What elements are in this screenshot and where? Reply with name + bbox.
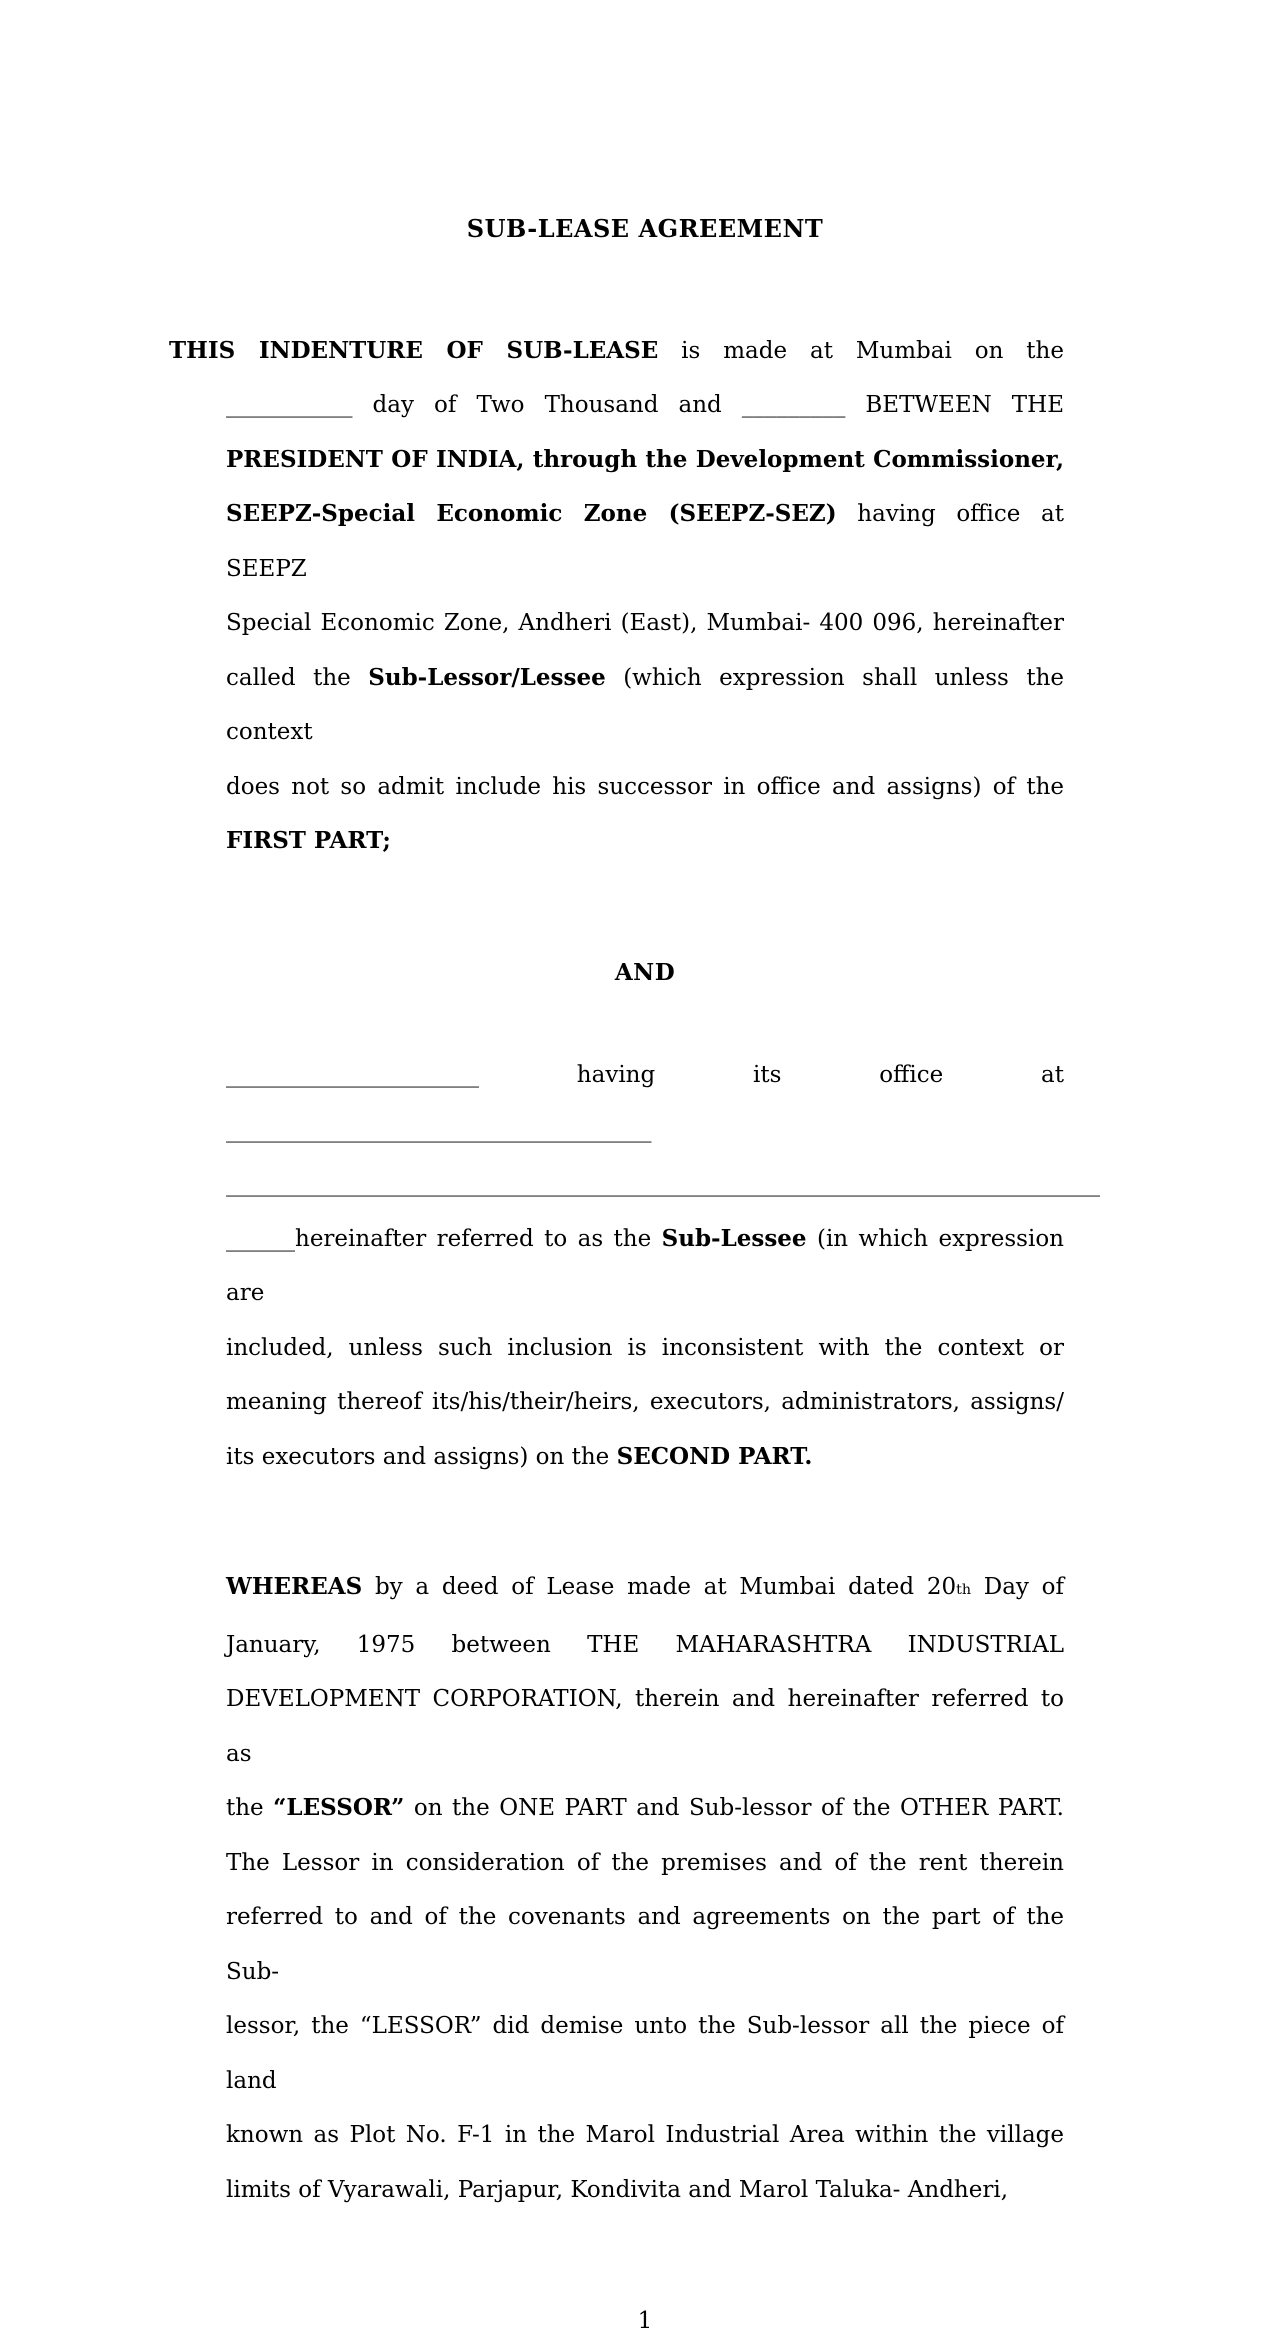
text-run: lessor, the “LESSOR” did demise unto the Sub-lessor all the piece of land: [226, 2013, 1064, 2094]
text-run: the: [226, 1795, 274, 1821]
text-line: [226, 1672, 1064, 1781]
text-line: [226, 378, 1064, 433]
text-line: [226, 2108, 1064, 2163]
text-run: is made at Mumbai on the: [658, 337, 1064, 364]
text-run: ______________________ having its office at: [226, 1062, 1064, 1088]
text-run: Sub-Lessor/Lessee: [368, 663, 606, 691]
text-line: [226, 651, 1064, 760]
text-run: th: [956, 1582, 972, 1598]
text-line: [169, 324, 1064, 379]
text-run: ____________________________________________________________________________: [226, 1171, 1100, 1197]
text-run: Day of: [971, 1574, 1064, 1600]
text-run: (which expression shall unless the context: [226, 664, 1064, 745]
paragraph-parties: [169, 324, 1064, 869]
text-run: referred to and of the covenants and agreements on the part of the Sub-: [226, 1904, 1064, 1985]
text-run: _____________________________________: [226, 1116, 652, 1143]
text-run: FIRST PART;: [226, 827, 391, 854]
text-line: [226, 1890, 1064, 1999]
document-title: SUB-LEASE AGREEMENT: [466, 214, 824, 243]
text-run: meaning thereof its/his/their/heirs, executors, administrators, assigns/: [226, 1389, 1064, 1415]
text-run: “LESSOR”: [273, 1794, 405, 1821]
text-run: ___________ day of Two Thousand and _________ BETWEEN THE: [226, 392, 1064, 418]
text-run: on the ONE PART and Sub-lessor of the OTHER PART.: [404, 1795, 1064, 1821]
text-line: [226, 1321, 1064, 1376]
and-heading: AND: [614, 958, 676, 986]
text-line: [226, 814, 1064, 869]
text-line: [226, 1781, 1064, 1836]
text-line: [226, 1103, 1064, 1158]
text-run: January, 1975 between THE MAHARASHTRA INDUSTRIAL: [226, 1631, 1064, 1658]
paragraph-whereas: [226, 1560, 1064, 2217]
page-number: 1: [637, 2308, 653, 2334]
text-line: [226, 487, 1064, 596]
text-line: [226, 1560, 1064, 1618]
text-run: its executors and assigns) on the: [226, 1443, 617, 1470]
text-run: Sub-Lessee: [661, 1224, 807, 1252]
text-line: [226, 2163, 1064, 2218]
text-run: PRESIDENT OF INDIA, through the Development Commissioner,: [226, 445, 1064, 473]
text-run: DEVELOPMENT CORPORATION, therein and hereinafter referred to as: [226, 1686, 1064, 1767]
document-content: [169, 0, 1100, 2349]
text-run: included, unless such inclusion is inconsistent with the context or: [226, 1334, 1064, 1361]
text-line: [226, 433, 1064, 488]
text-run: limits of Vyarawali, Parjapur, Kondivita and Marol Taluka- Andheri,: [226, 2176, 1008, 2203]
text-run: called the: [226, 664, 369, 691]
text-run: WHEREAS: [226, 1573, 363, 1600]
text-line: [226, 1999, 1064, 2108]
text-run: (in which expression are: [226, 1225, 1064, 1306]
text-line: [226, 1212, 1064, 1321]
text-run: does not so admit include his successor in office and assigns) of the: [226, 773, 1064, 800]
text-line: [226, 760, 1064, 815]
text-line: [226, 1157, 1100, 1212]
text-line: [226, 1836, 1064, 1891]
text-run: ______hereinafter referred to as the: [226, 1225, 662, 1252]
text-line: [226, 1618, 1064, 1673]
text-run: Special Economic Zone, Andheri (East), Mumbai- 400 096, hereinafter: [226, 610, 1064, 636]
paragraph-sublessee: [226, 1048, 1100, 1484]
text-line: [226, 1048, 1064, 1103]
text-run: THIS INDENTURE OF SUB-LEASE: [169, 336, 659, 364]
text-run: The Lessor in consideration of the premises and of the rent therein: [226, 1849, 1064, 1876]
text-line: [226, 1375, 1064, 1430]
text-run: SEEPZ-Special Economic Zone (SEEPZ-SEZ): [226, 500, 837, 527]
text-line: [226, 596, 1064, 651]
text-line: [226, 1430, 1064, 1485]
text-run: having office at SEEPZ: [226, 501, 1064, 582]
text-run: by a deed of Lease made at Mumbai dated 20: [362, 1574, 957, 1600]
text-run: known as Plot No. F-1 in the Marol Industrial Area within the village: [226, 2122, 1064, 2148]
text-run: SECOND PART.: [616, 1442, 813, 1470]
